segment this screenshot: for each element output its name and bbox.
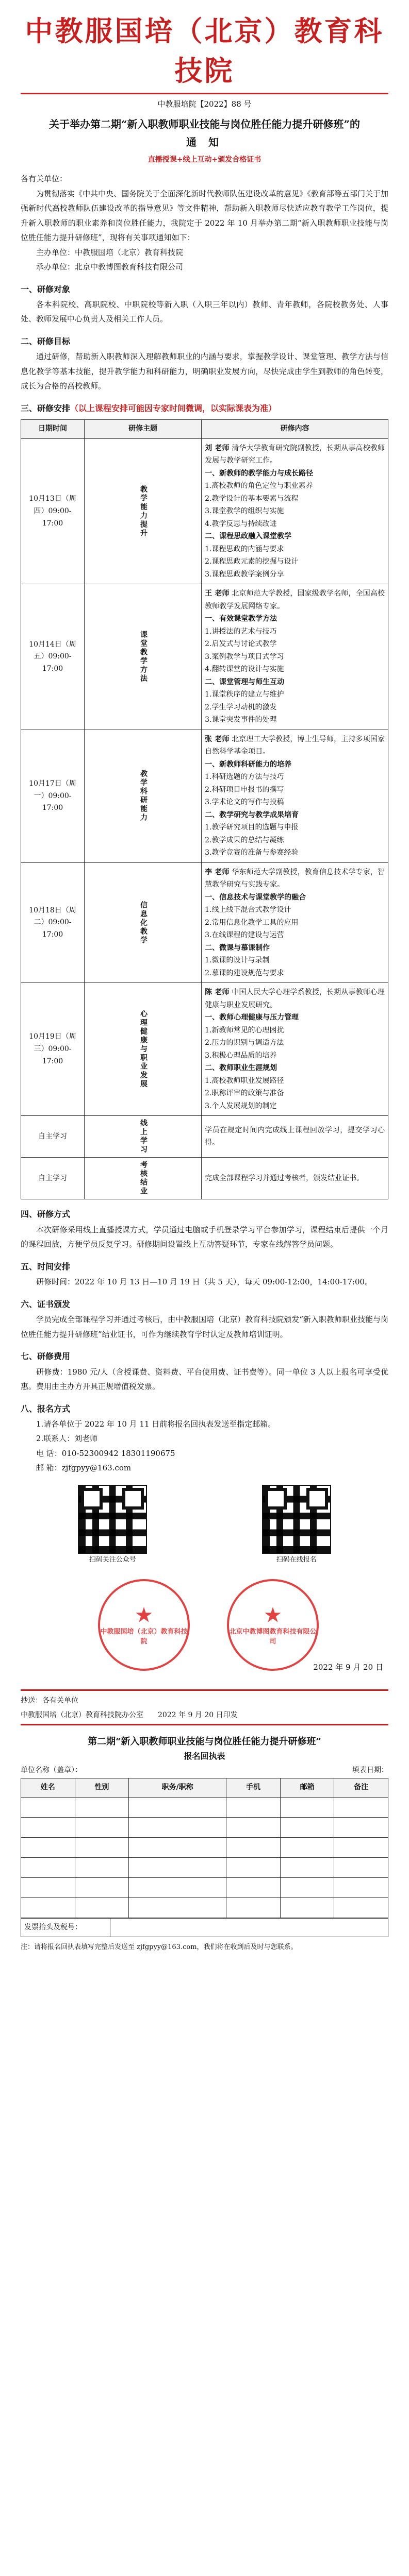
schedule-content <box>202 1158 388 1199</box>
expert-bio: 清华大学教育研究院副教授，长期从事高校教师发展与教学研究工作。 <box>205 444 385 465</box>
form-cell[interactable] <box>226 1837 281 1857</box>
red-divider <box>21 93 388 94</box>
content-heading: 二、教师职业生涯规划 <box>205 1064 277 1073</box>
form-cell[interactable] <box>226 1877 281 1897</box>
star-icon: ★ <box>264 1604 282 1626</box>
form-cell[interactable] <box>280 1837 334 1857</box>
form-cell[interactable] <box>334 1857 388 1877</box>
form-cell[interactable] <box>75 1897 129 1918</box>
section-heading: 五、时间安排 <box>21 1261 71 1272</box>
content-heading: 二、课程思政融入课堂教学 <box>205 532 292 541</box>
form-cell[interactable] <box>226 1897 281 1918</box>
phone-label: 电 话： <box>36 1448 62 1458</box>
expert-name: 张 老师 <box>205 735 230 743</box>
schedule-date: 10月17日（周一）09:00-17:00 <box>21 730 85 862</box>
expert-intro <box>205 733 385 758</box>
organizer-line <box>21 245 388 260</box>
form-cell[interactable] <box>280 1877 334 1897</box>
form-row <box>21 1817 388 1837</box>
form-row <box>21 1837 388 1857</box>
section-heading: 八、报名方式 <box>21 1403 71 1414</box>
red-divider <box>21 1689 388 1691</box>
content-item: 完成全部课程学习并通过考核者，颁发结业证书。 <box>205 1174 364 1183</box>
content-item: 2.慕课的建设规范与要求 <box>205 969 284 977</box>
section-text: 通过研修，帮助新入职教师深入理解教师职业的内涵与要求，掌握教学设计、课堂管理、教学方法与信息化教学等基本技能，提升教学能力和科研能力，明确职业发展方向，尽快完成由学生到教师的角色转变，成长为合格的高校教师。 <box>21 352 388 391</box>
schedule-topic: 信息化教学 <box>85 862 202 983</box>
form-cell[interactable] <box>334 1837 388 1857</box>
form-cell[interactable] <box>280 1797 334 1817</box>
seal-area <box>21 1569 388 1682</box>
content-heading: 一、有效课堂教学方法 <box>205 615 277 623</box>
form-subtitle: 报名回执表 <box>184 1751 225 1761</box>
schedule-row <box>21 862 388 983</box>
schedule-title: 三、研修安排 <box>21 403 71 413</box>
content-item: 2.课程思政元素的挖掘与设计 <box>205 557 299 566</box>
notice-heading: 通 知 <box>186 136 223 148</box>
document-body <box>21 0 388 1951</box>
form-row <box>21 1857 388 1877</box>
content-heading: 二、微课与慕课制作 <box>205 943 270 952</box>
content-item: 学员在规定时间内完成线上课程回放学习，提交学习心得。 <box>205 1126 385 1147</box>
expert-bio: 华东师范大学副教授，教育信息技术学专家，智慧教学研究与实践专家。 <box>205 868 385 889</box>
seal-text: 北京中教博图教育科技有限公司 <box>229 1628 317 1646</box>
form-cell[interactable] <box>280 1897 334 1918</box>
expert-bio: 中国人民大学心理学系教授，长期从事教师心理健康与职业发展研究。 <box>205 988 385 1009</box>
qr-code-icon[interactable] <box>78 1485 147 1554</box>
co-organizer-label: 承办单位： <box>36 262 75 272</box>
form-cell[interactable] <box>226 1817 281 1837</box>
content-heading: 一、新教师科研能力的培养 <box>205 760 292 769</box>
schedule-table <box>21 419 388 1199</box>
content-item: 3.课堂突发事件的处理 <box>205 716 277 724</box>
qr-code-icon[interactable] <box>262 1485 331 1554</box>
seal-text: 中教服国培（北京）教育科技院 <box>100 1628 188 1646</box>
form-head-cell: 性别 <box>75 1778 129 1797</box>
salutation: 各有关单位： <box>21 174 68 183</box>
content-item: 3.积极心理品质的培养 <box>205 1051 277 1060</box>
form-cell[interactable] <box>129 1897 226 1918</box>
star-icon: ★ <box>135 1604 153 1626</box>
schedule-content <box>202 438 388 584</box>
section-heading: 二、研修目标 <box>21 336 71 346</box>
content-item: 1.科研选题的方法与技巧 <box>205 773 284 782</box>
email-label: 邮 箱： <box>36 1463 62 1473</box>
expert-intro <box>205 986 385 1011</box>
content-item: 2.常用信息化教学工具的应用 <box>205 918 299 927</box>
form-cell[interactable] <box>21 1857 75 1877</box>
expert-name: 李 老师 <box>205 868 230 876</box>
expert-bio: 北京师范大学教授，国家级教学名师，全国高校教师教学发展网络专家。 <box>205 589 385 611</box>
content-item: 4.翻转课堂的设计与实施 <box>205 665 284 674</box>
schedule-head-topic: 研修主题 <box>85 420 202 439</box>
content-heading: 一、信息技术与课堂教学的融合 <box>205 893 306 902</box>
masthead <box>21 0 388 89</box>
form-cell[interactable] <box>334 1877 388 1897</box>
schedule-date: 自主学习 <box>21 1158 85 1199</box>
section-text: 本次研修采用线上直播授课方式，学员通过电脑或手机登录学习平台参加学习，课程结束后提供一个月的课程回放，方便学员反复学习。研修期间设置线上互动答疑环节，专家在线解答学员问题。 <box>21 1225 388 1249</box>
section-text: 学员完成全部课程学习并通过考核后，由中教服国培（北京）教育科技院颁发“新入职教师职业技能与岗位胜任能力提升研修班”结业证书，可作为继续教育学时认定及教师培训证明。 <box>21 1315 388 1339</box>
content-item: 1.微课的设计与录制 <box>205 956 270 965</box>
schedule-row <box>21 1116 388 1158</box>
schedule-content <box>202 983 388 1116</box>
section-text: 各本科院校、高职院校、中职院校等新入职（入职三年以内）教师、青年教师，各院校教务处、人事处、教师发展中心负责人及相关工作人员。 <box>21 299 388 324</box>
invoice-field[interactable] <box>110 1918 388 1937</box>
form-cell[interactable] <box>280 1857 334 1877</box>
organizer-label: 主办单位： <box>36 247 75 257</box>
qr-box-left <box>74 1485 151 1564</box>
section-heading <box>21 401 388 416</box>
email-value[interactable]: zjfgpyy@163.com <box>61 1463 132 1473</box>
content-item: 1.课堂秩序的建立与维护 <box>205 690 284 699</box>
red-subtitle: 直播授课+线上互动+颁发合格证书 <box>148 156 261 164</box>
form-head-cell: 姓名 <box>21 1778 75 1797</box>
official-seal <box>227 1579 319 1671</box>
seal-date: 2022 年 9 月 20 日 <box>313 1662 383 1672</box>
form-cell[interactable] <box>21 1877 75 1897</box>
invoice-row <box>21 1918 388 1937</box>
expert-name: 王 老师 <box>205 589 230 598</box>
schedule-row <box>21 730 388 862</box>
schedule-content <box>202 1116 388 1158</box>
doc-number: 中教服培院【2022】88 号 <box>157 99 252 109</box>
content-item: 2.职称评审的政策与准备 <box>205 1089 284 1098</box>
content-item: 4.教学反思与持续改进 <box>205 519 277 528</box>
form-cell[interactable] <box>129 1837 226 1857</box>
signup-form-table <box>21 1778 388 1918</box>
signup-contact: 2.联系人：刘老师 <box>36 1434 98 1444</box>
schedule-date: 10月18日（周二）09:00-17:00 <box>21 862 85 983</box>
schedule-content <box>202 584 388 730</box>
co-organizer-value: 北京中教博图教育科技有限公司 <box>75 262 184 272</box>
expert-name: 陈 老师 <box>205 988 230 997</box>
expert-intro <box>205 587 385 613</box>
expert-bio: 北京理工大学教授，博士生导师，主持多项国家自然科学基金项目。 <box>205 735 385 756</box>
form-cell[interactable] <box>334 1897 388 1918</box>
schedule-topic: 课堂教学方法 <box>85 584 202 730</box>
content-item: 1.新教师常见的心理困扰 <box>205 1026 284 1035</box>
form-cell[interactable] <box>129 1857 226 1877</box>
schedule-row <box>21 983 388 1116</box>
schedule-topic: 心理健康与职业发展 <box>85 983 202 1116</box>
schedule-topic: 线上学习 <box>85 1116 202 1158</box>
content-item: 2.科研项目申报书的撰写 <box>205 785 284 794</box>
form-head-cell: 手机 <box>226 1778 281 1797</box>
invoice-label: 发票抬头及税号： <box>21 1918 110 1937</box>
form-cell[interactable] <box>334 1797 388 1817</box>
form-cell[interactable] <box>75 1857 129 1877</box>
content-item: 2.压力的识别与调适方法 <box>205 1039 284 1047</box>
form-head-cell: 备注 <box>334 1778 388 1797</box>
content-item: 2.学生学习动机的激发 <box>205 703 277 711</box>
qr-caption: 扫码关注公众号 <box>89 1555 136 1564</box>
issued-line: 中教服国培（北京）教育科技院办公室 2022 年 9 月 20 日印发 <box>21 1710 238 1719</box>
form-cell[interactable] <box>75 1877 129 1897</box>
form-body <box>21 1797 388 1918</box>
expert-intro <box>205 442 385 467</box>
form-cell[interactable] <box>280 1817 334 1837</box>
content-item: 1.线上线下混合式教学设计 <box>205 906 291 914</box>
section-heading: 七、研修费用 <box>21 1351 71 1362</box>
form-head-cell: 邮箱 <box>280 1778 334 1797</box>
form-cell[interactable] <box>226 1857 281 1877</box>
expert-name: 刘 老师 <box>205 444 230 452</box>
signup-step-1: 1.请各单位于 2022 年 10 月 11 日前将报名回执表发送至指定邮箱。 <box>36 1419 276 1429</box>
schedule-topic: 教学科研能力 <box>85 730 202 862</box>
form-cell[interactable] <box>129 1817 226 1837</box>
form-cell[interactable] <box>75 1797 129 1817</box>
schedule-content <box>202 730 388 862</box>
form-cell[interactable] <box>226 1797 281 1817</box>
form-row <box>21 1877 388 1897</box>
form-cell[interactable] <box>75 1817 129 1837</box>
content-item: 3.在线课程的建设与运营 <box>205 931 284 940</box>
signup-email <box>21 1461 388 1476</box>
content-item: 2.启发式与讨论式教学 <box>205 640 277 649</box>
content-item: 1.高校教师的角色定位与职业素养 <box>205 482 313 490</box>
date-label: 填表日期： <box>352 1766 388 1774</box>
phone-value: 010-52300942 18301190675 <box>61 1448 175 1458</box>
form-cell[interactable] <box>21 1797 75 1817</box>
schedule-topic: 教学能力提升 <box>85 438 202 584</box>
form-meta-row <box>21 1765 388 1775</box>
qr-box-right <box>258 1485 335 1564</box>
content-heading: 一、新教师的教学能力与成长路径 <box>205 469 314 478</box>
content-heading: 二、教学研究与教学成果培育 <box>205 810 299 819</box>
schedule-header-row <box>21 420 388 439</box>
schedule-date: 10月13日（周四）09:00-17:00 <box>21 438 85 584</box>
schedule-row <box>21 584 388 730</box>
content-item: 3.个人发展规划的制定 <box>205 1101 277 1110</box>
content-heading: 二、课堂管理与师生互动 <box>205 677 285 686</box>
form-head-cell: 职务/职称 <box>129 1778 226 1797</box>
content-item: 3.教学竞赛的准备与参赛经验 <box>205 849 299 857</box>
form-row <box>21 1897 388 1918</box>
form-title: 第二期“新入职教师职业技能与岗位胜任能力提升研修班” <box>88 1736 321 1747</box>
content-item: 3.课堂教学的组织与实施 <box>205 507 284 516</box>
co-organizer-line <box>21 260 388 275</box>
schedule-date: 10月19日（周三）09:00-17:00 <box>21 983 85 1116</box>
form-header-row <box>21 1778 388 1797</box>
form-cell[interactable] <box>129 1877 226 1897</box>
content-item: 1.讲授法的艺术与技巧 <box>205 627 277 636</box>
official-seal <box>98 1579 190 1671</box>
section-text: 研修时间：2022 年 10 月 13 日—10 月 19 日（共 5 天），每天 09:00-12:00，14:00-17:00。 <box>36 1277 373 1287</box>
schedule-body <box>21 438 388 1199</box>
content-item: 3.课程思政教学案例分享 <box>205 570 284 579</box>
qr-row <box>21 1485 388 1564</box>
schedule-head-date: 日期时间 <box>21 420 85 439</box>
content-item: 3.案例教学与项目式学习 <box>205 652 284 661</box>
expert-intro <box>205 866 385 891</box>
content-item: 2.教学成果的总结与凝练 <box>205 836 284 844</box>
form-cell[interactable] <box>21 1817 75 1837</box>
form-cell[interactable] <box>334 1817 388 1837</box>
content-item: 3.学术论文的写作与投稿 <box>205 798 284 807</box>
intro-paragraph: 为贯彻落实《中共中央、国务院关于全面深化新时代教师队伍建设改革的意见》《教育部等五部门关于加强新时代高校教师队伍建设改革的指导意见》等文件精神，帮助新入职教师尽快适应教育教学工作岗位，提升新入职教师的职业素养和岗位胜任能力，我院定于 2022 年 10 月举办第二期“新入职教师职业技能与岗位胜任能力提升研修班”，现将有关事项通知如下： <box>21 189 388 242</box>
form-cell[interactable] <box>21 1837 75 1857</box>
invoice-table <box>21 1918 388 1938</box>
cc-line: 抄送：各有关单位 <box>21 1696 78 1705</box>
schedule-date: 10月14日（周五）09:00-17:00 <box>21 584 85 730</box>
signup-phone <box>21 1446 388 1461</box>
schedule-note: （以上课程安排可能因专家时间微调，以实际课表为准） <box>70 403 277 413</box>
content-heading: 一、教师心理健康与压力管理 <box>205 1013 299 1022</box>
section-heading: 一、研修对象 <box>21 284 71 294</box>
schedule-row <box>21 438 388 584</box>
unit-label: 单位名称（盖章）： <box>21 1766 82 1774</box>
content-item: 1.高校教师职业发展路径 <box>205 1076 284 1085</box>
doc-title: 关于举办第二期“新入职教师职业技能与岗位胜任能力提升研修班”的 <box>48 118 360 130</box>
section-heading: 六、证书颁发 <box>21 1299 71 1309</box>
red-divider <box>21 1724 388 1725</box>
form-cell[interactable] <box>129 1797 226 1817</box>
content-item: 1.课程思政的内涵与要求 <box>205 545 284 553</box>
schedule-topic: 考核结业 <box>85 1158 202 1199</box>
schedule-row <box>21 1158 388 1199</box>
form-cell[interactable] <box>75 1837 129 1857</box>
schedule-date: 自主学习 <box>21 1116 85 1158</box>
form-row <box>21 1797 388 1817</box>
content-item: 1.教学研究项目的选题与申报 <box>205 823 299 832</box>
form-note: 注：请将报名回执表填写完整后发送至 zjfgpyy@163.com，我们将在收到后及时与您联系。 <box>21 1943 298 1952</box>
section-text: 研修费：1980 元/人（含授课费、资料费、平台使用费、证书费等）。同一单位 3 人以上报名可享受优惠。费用由主办方开具正规增值税发票。 <box>21 1367 388 1392</box>
organizer-value: 中教服国培（北京）教育科技院 <box>75 247 184 257</box>
schedule-head-content: 研修内容 <box>202 420 388 439</box>
section-heading: 四、研修方式 <box>21 1209 71 1219</box>
content-item: 2.教学设计的基本要素与流程 <box>205 494 299 503</box>
qr-caption: 扫码在线报名 <box>276 1555 317 1564</box>
schedule-content <box>202 862 388 983</box>
org-title: 中教服国培（北京）教育科技院 <box>25 14 384 87</box>
form-cell[interactable] <box>21 1897 75 1918</box>
